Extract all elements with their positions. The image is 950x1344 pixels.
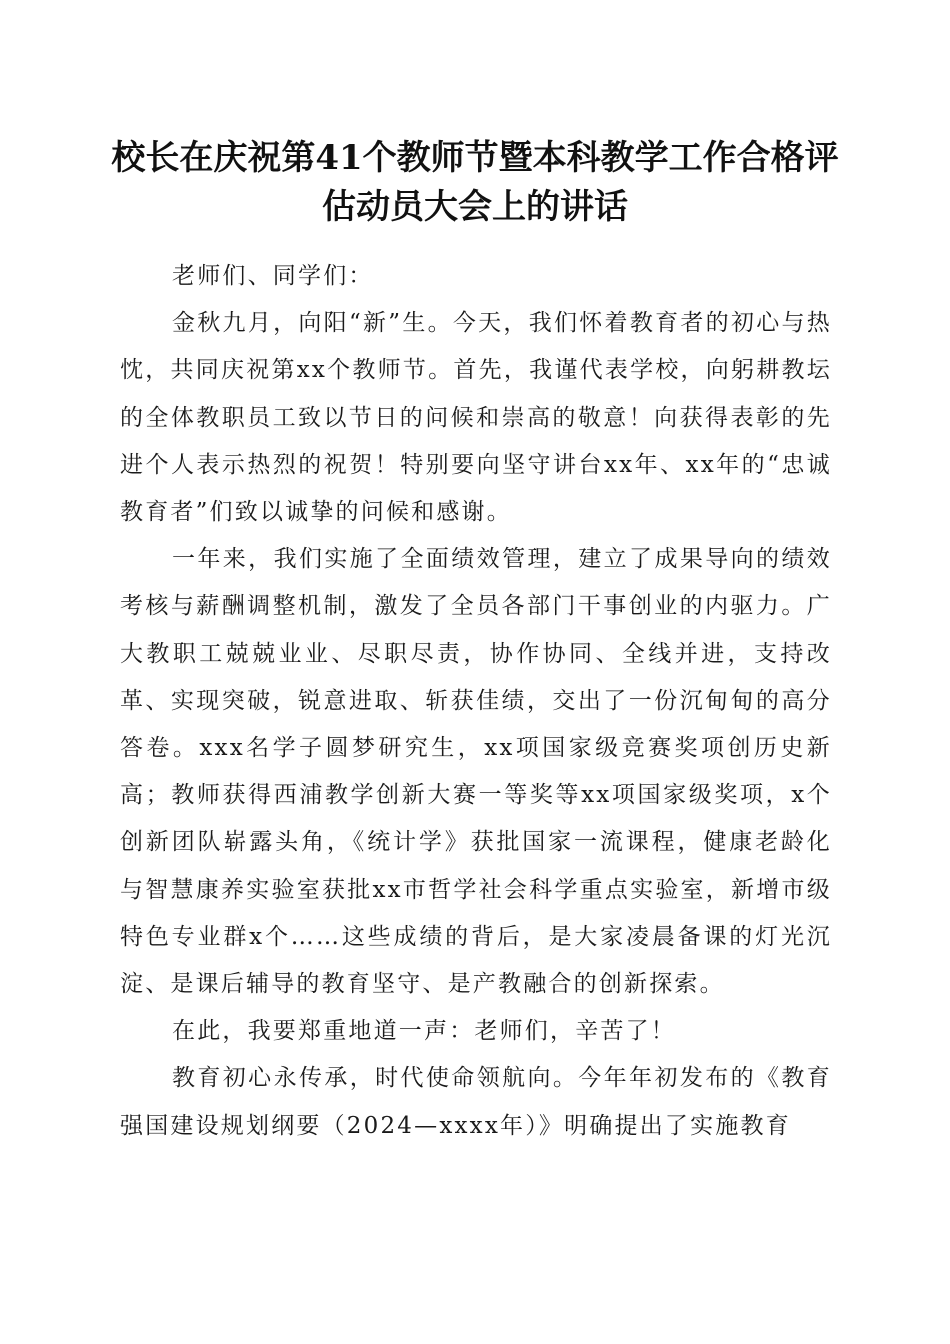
document-title: 校长在庆祝第41个教师节暨本科教学工作合格评估动员大会上的讲话 xyxy=(111,138,839,227)
salutation-paragraph: 老师们、同学们： xyxy=(172,263,374,289)
body-paragraph: 一年来，我们实施了全面绩效管理，建立了成果导向的绩效考核与薪酬调整机制，激发了全员各部门干事创业的内驱力。广大教职工兢兢业业、尽职尽责，协作协同、全线并进，支持改革、实现突破，锐意进取、斩获佳绩，交出了一份沉甸甸的高分答卷。xxx名学子圆梦研究生，xx项国家级竞赛奖项创历史新高；教师获得西浦教学创新大赛一等奖等xx项国家级奖项，x个创新团队崭露头角，《统计学》获批国家一流课程，健康老龄化与智慧康养实验室获批xx市哲学社会科学重点实验室，新增市级特色专业群x个……这些成绩的背后，是大家凌晨备课的灯光沉淀、是课后辅导的教育坚守、是产教融合的创新探索。 xyxy=(120,546,832,998)
document-body xyxy=(120,253,832,1150)
body-paragraph: 在此，我要郑重地道一声：老师们，辛苦了！ xyxy=(172,1018,676,1045)
body-paragraph: 金秋九月，向阳“新”生。今天，我们怀着教育者的初心与热忱，共同庆祝第xx个教师节。首先，我谨代表学校，向躬耕教坛的全体教职员工致以节日的问候和崇高的敬意！向获得表彰的先进个人表示热烈的祝贺！特别要向坚守讲台xx年、xx年的“忠诚教育者”们致以诚挚的问候和感谢。 xyxy=(120,310,832,526)
body-paragraph: 教育初心永传承，时代使命领航向。今年年初发布的《教育强国建设规划纲要（2024—xxxx年）》明确提出了实施教育 xyxy=(120,1065,832,1139)
